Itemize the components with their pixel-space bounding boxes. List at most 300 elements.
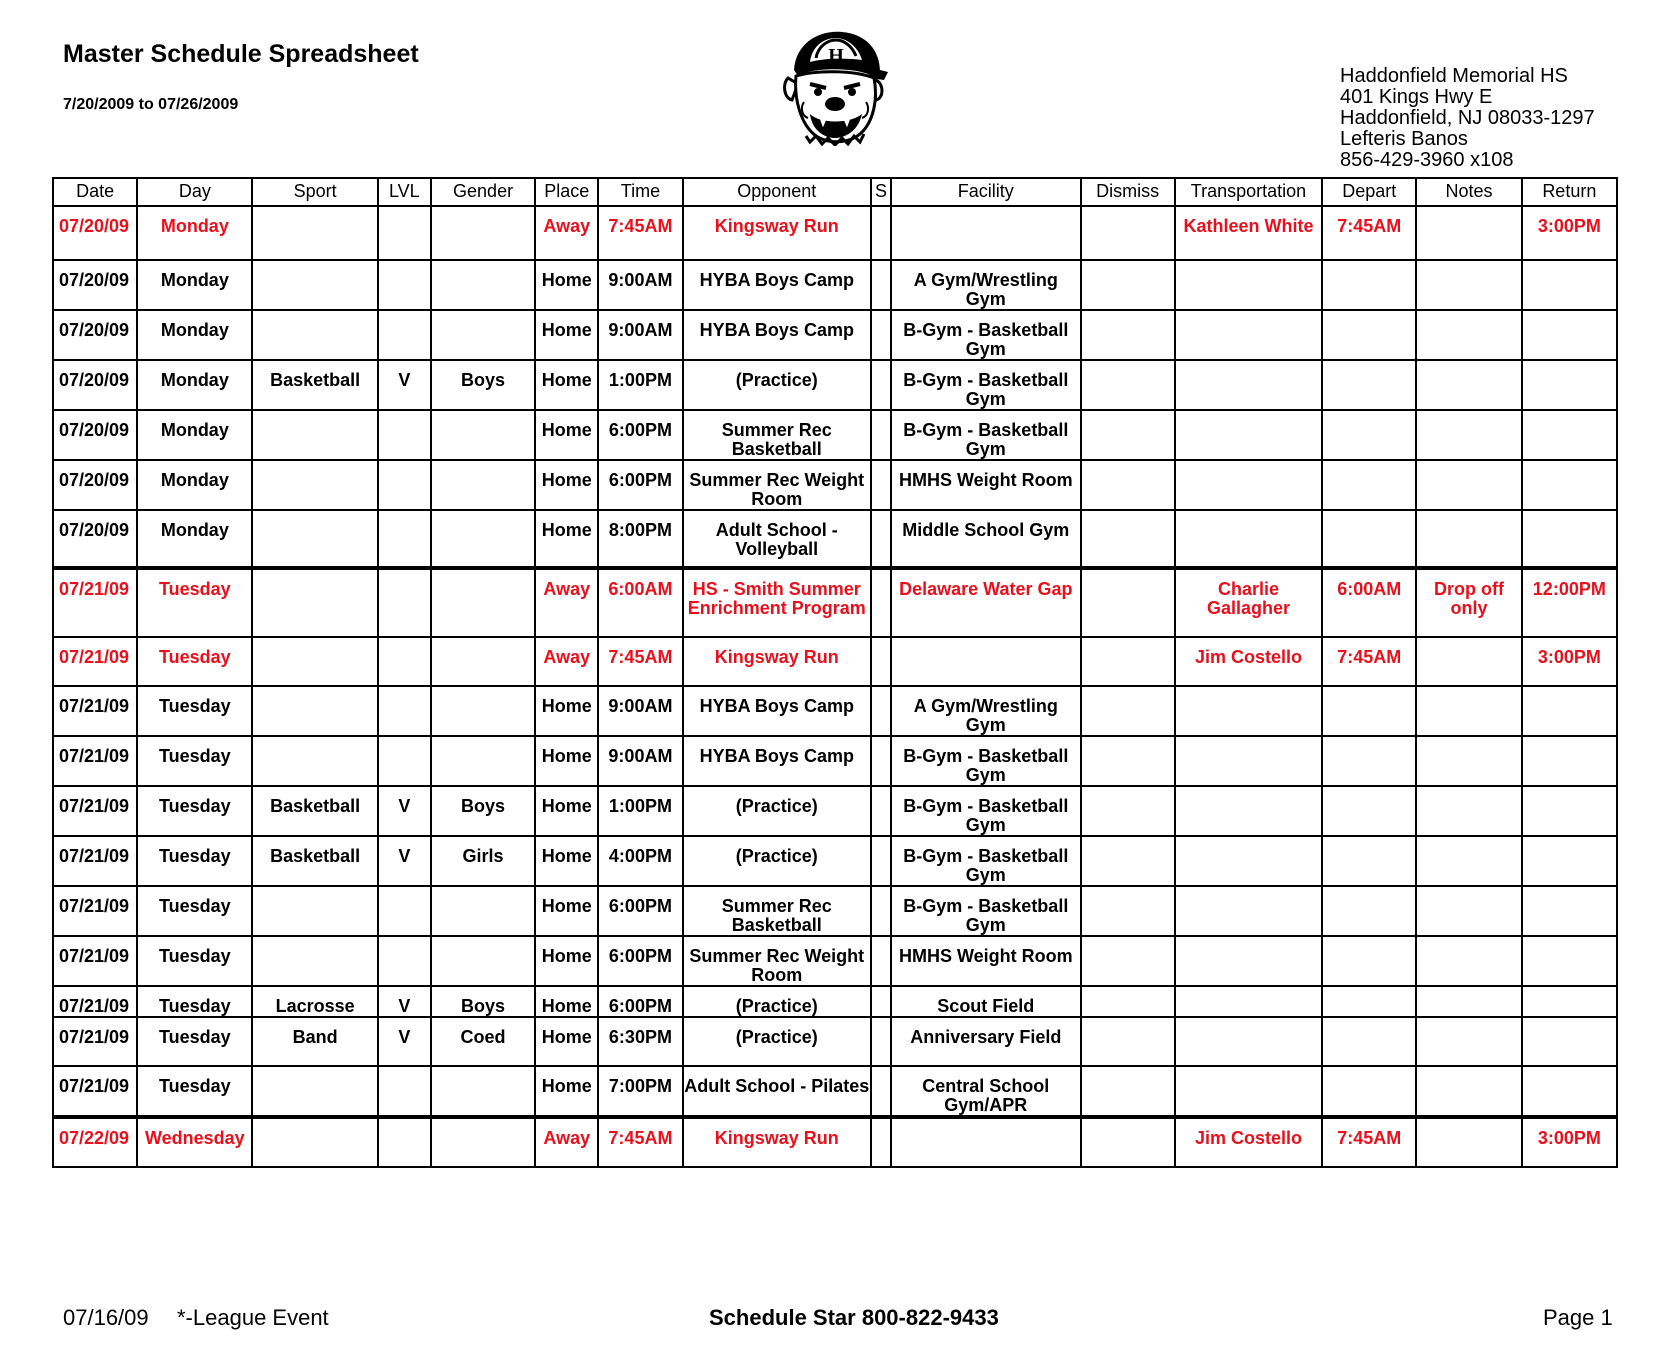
col-header-opponent: Opponent [683,178,871,206]
cell-transportation [1175,886,1322,936]
cell-s [871,637,891,686]
cell-facility [891,1117,1080,1167]
cell-lvl [378,410,431,460]
cell-opponent: HYBA Boys Camp [683,686,871,736]
cell-transportation [1175,260,1322,310]
cell-date: 07/22/09 [53,1117,137,1167]
cell-depart: 7:45AM [1322,1117,1416,1167]
cell-lvl [378,310,431,360]
cell-facility: B-Gym - Basketball Gym [891,310,1080,360]
cell-gender [431,310,535,360]
cell-sport [252,206,377,260]
cell-date: 07/21/09 [53,686,137,736]
cell-gender [431,410,535,460]
cell-dismiss [1081,936,1175,986]
cell-day: Tuesday [137,986,252,1017]
col-header-gender: Gender [431,178,535,206]
cell-facility [891,637,1080,686]
cell-place: Home [535,1017,598,1066]
cell-dismiss [1081,686,1175,736]
cell-opponent: HYBA Boys Camp [683,310,871,360]
cell-lvl [378,637,431,686]
cell-transportation [1175,1066,1322,1117]
cell-s [871,260,891,310]
cell-sport [252,460,377,510]
cell-date: 07/21/09 [53,568,137,637]
cell-notes [1416,310,1521,360]
cell-place: Home [535,410,598,460]
cell-time: 8:00PM [598,510,682,568]
cell-opponent: Adult School - Volleyball [683,510,871,568]
cell-depart [1322,410,1416,460]
cell-day: Tuesday [137,886,252,936]
table-row [53,886,1617,936]
league-event-note: *-League Event [177,1305,329,1330]
cell-facility: Middle School Gym [891,510,1080,568]
cell-return [1522,836,1617,886]
cell-date: 07/20/09 [53,410,137,460]
cell-s [871,736,891,786]
cell-day: Monday [137,206,252,260]
cell-facility: Central School Gym/APR [891,1066,1080,1117]
cell-s [871,310,891,360]
cell-time: 9:00AM [598,260,682,310]
cell-time: 6:00PM [598,460,682,510]
vendor-contact: Schedule Star 800-822-9433 [709,1305,999,1330]
cell-date: 07/21/09 [53,1017,137,1066]
cell-opponent: (Practice) [683,1017,871,1066]
cell-transportation [1175,786,1322,836]
cell-day: Monday [137,360,252,410]
cell-s [871,786,891,836]
cell-s [871,836,891,886]
col-header-day: Day [137,178,252,206]
table-row [53,410,1617,460]
table-row [53,1117,1617,1167]
col-header-dismiss: Dismiss [1081,178,1175,206]
cell-place: Home [535,736,598,786]
cell-facility: B-Gym - Basketball Gym [891,786,1080,836]
cell-dismiss [1081,510,1175,568]
cell-return [1522,1017,1617,1066]
cell-depart [1322,510,1416,568]
cell-place: Home [535,986,598,1017]
cell-sport: Basketball [252,360,377,410]
cell-gender [431,510,535,568]
cell-day: Tuesday [137,1066,252,1117]
cell-transportation: Jim Costello [1175,637,1322,686]
cell-notes [1416,1117,1521,1167]
cell-return [1522,786,1617,836]
cell-facility: A Gym/Wrestling Gym [891,260,1080,310]
cell-gender [431,460,535,510]
cell-gender: Girls [431,836,535,886]
cell-sport [252,637,377,686]
address-line: 401 Kings Hwy E [1340,86,1493,108]
cell-sport: Lacrosse [252,986,377,1017]
cell-place: Home [535,460,598,510]
cell-s [871,206,891,260]
cell-gender: Boys [431,786,535,836]
school-address [1340,66,1595,171]
svg-text:H: H [828,45,844,67]
cell-facility: B-Gym - Basketball Gym [891,886,1080,936]
cell-s [871,1017,891,1066]
cell-dismiss [1081,360,1175,410]
cell-day: Tuesday [137,568,252,637]
cell-transportation [1175,310,1322,360]
cell-depart [1322,836,1416,886]
cell-dismiss [1081,568,1175,637]
cell-lvl [378,736,431,786]
cell-gender [431,936,535,986]
cell-time: 9:00AM [598,736,682,786]
cell-day: Tuesday [137,936,252,986]
cell-notes [1416,786,1521,836]
cell-return: 12:00PM [1522,568,1617,637]
cell-depart [1322,686,1416,736]
cell-depart [1322,986,1416,1017]
cell-sport [252,410,377,460]
cell-return [1522,986,1617,1017]
cell-depart [1322,886,1416,936]
cell-s [871,568,891,637]
address-line: 856-429-3960 x108 [1340,149,1514,171]
cell-transportation [1175,736,1322,786]
cell-notes [1416,686,1521,736]
cell-return [1522,360,1617,410]
cell-sport [252,568,377,637]
cell-depart [1322,310,1416,360]
cell-facility: HMHS Weight Room [891,936,1080,986]
col-header-time: Time [598,178,682,206]
table-row [53,786,1617,836]
table-row [53,1066,1617,1117]
cell-lvl [378,686,431,736]
cell-place: Away [535,206,598,260]
cell-return [1522,260,1617,310]
cell-day: Monday [137,510,252,568]
cell-s [871,886,891,936]
cell-return [1522,510,1617,568]
cell-transportation: Charlie Gallagher [1175,568,1322,637]
cell-depart: 7:45AM [1322,206,1416,260]
cell-transportation [1175,1017,1322,1066]
cell-day: Monday [137,310,252,360]
col-header-lvl: LVL [378,178,431,206]
cell-time: 7:00PM [598,1066,682,1117]
cell-lvl: V [378,986,431,1017]
table-row [53,1017,1617,1066]
cell-day: Tuesday [137,686,252,736]
cell-dismiss [1081,1117,1175,1167]
cell-time: 9:00AM [598,310,682,360]
cell-return: 3:00PM [1522,1117,1617,1167]
address-line: Haddonfield, NJ 08033-1297 [1340,107,1595,129]
cell-date: 07/21/09 [53,986,137,1017]
cell-notes [1416,637,1521,686]
cell-place: Home [535,886,598,936]
cell-opponent: Kingsway Run [683,206,871,260]
cell-lvl [378,1117,431,1167]
table-row [53,460,1617,510]
cell-dismiss [1081,206,1175,260]
cell-sport: Band [252,1017,377,1066]
cell-sport [252,1066,377,1117]
cell-s [871,410,891,460]
cell-return [1522,1066,1617,1117]
cell-lvl [378,568,431,637]
cell-depart [1322,260,1416,310]
cell-return [1522,736,1617,786]
cell-gender [431,686,535,736]
cell-notes [1416,1017,1521,1066]
cell-gender: Coed [431,1017,535,1066]
cell-time: 1:00PM [598,786,682,836]
cell-depart [1322,786,1416,836]
cell-time: 6:00PM [598,936,682,986]
col-header-sport: Sport [252,178,377,206]
cell-day: Tuesday [137,736,252,786]
cell-opponent: Summer Rec Weight Room [683,460,871,510]
cell-time: 6:00PM [598,986,682,1017]
cell-sport [252,310,377,360]
cell-place: Home [535,1066,598,1117]
table-row [53,637,1617,686]
col-header-transportation: Transportation [1175,178,1322,206]
cell-sport: Basketball [252,836,377,886]
cell-sport [252,686,377,736]
cell-opponent: Summer Rec Basketball [683,886,871,936]
cell-transportation [1175,836,1322,886]
cell-dismiss [1081,410,1175,460]
address-line: Lefteris Banos [1340,128,1468,150]
col-header-depart: Depart [1322,178,1416,206]
cell-notes [1416,836,1521,886]
cell-date: 07/21/09 [53,736,137,786]
cell-place: Home [535,510,598,568]
cell-notes [1416,936,1521,986]
cell-transportation [1175,510,1322,568]
cell-place: Home [535,686,598,736]
cell-s [871,1066,891,1117]
cell-transportation: Kathleen White [1175,206,1322,260]
cell-return [1522,410,1617,460]
cell-lvl [378,260,431,310]
cell-notes [1416,460,1521,510]
cell-return [1522,886,1617,936]
cell-opponent: HS - Smith Summer Enrichment Program [683,568,871,637]
table-row [53,360,1617,410]
cell-day: Tuesday [137,637,252,686]
cell-s [871,986,891,1017]
print-date: 07/16/09 [63,1305,149,1330]
cell-transportation [1175,360,1322,410]
cell-notes [1416,736,1521,786]
cell-date: 07/20/09 [53,460,137,510]
cell-date: 07/21/09 [53,886,137,936]
cell-return: 3:00PM [1522,206,1617,260]
cell-facility: B-Gym - Basketball Gym [891,736,1080,786]
cell-opponent: (Practice) [683,986,871,1017]
cell-opponent: Kingsway Run [683,1117,871,1167]
col-header-s: S [871,178,891,206]
cell-return [1522,686,1617,736]
cell-transportation [1175,460,1322,510]
cell-time: 1:00PM [598,360,682,410]
cell-s [871,1117,891,1167]
cell-sport [252,736,377,786]
cell-notes [1416,510,1521,568]
cell-lvl [378,936,431,986]
cell-lvl [378,460,431,510]
cell-time: 7:45AM [598,1117,682,1167]
cell-depart [1322,736,1416,786]
cell-sport [252,1117,377,1167]
table-row [53,206,1617,260]
header-row [53,178,1617,206]
cell-facility: B-Gym - Basketball Gym [891,836,1080,886]
cell-date: 07/21/09 [53,786,137,836]
col-header-facility: Facility [891,178,1080,206]
cell-notes [1416,886,1521,936]
cell-dismiss [1081,886,1175,936]
cell-dismiss [1081,310,1175,360]
cell-date: 07/20/09 [53,310,137,360]
cell-dismiss [1081,260,1175,310]
date-range: 7/20/2009 to 07/26/2009 [63,96,239,113]
cell-gender: Boys [431,986,535,1017]
cell-sport [252,510,377,568]
table-row [53,510,1617,568]
cell-opponent: (Practice) [683,836,871,886]
cell-place: Home [535,836,598,886]
cell-day: Monday [137,460,252,510]
cell-notes [1416,986,1521,1017]
cell-s [871,686,891,736]
table-row [53,260,1617,310]
page-title: Master Schedule Spreadsheet [63,40,419,68]
col-header-return: Return [1522,178,1617,206]
cell-lvl [378,510,431,568]
table-row [53,836,1617,886]
table-row [53,568,1617,637]
cell-transportation: Jim Costello [1175,1117,1322,1167]
cell-date: 07/20/09 [53,510,137,568]
cell-depart: 6:00AM [1322,568,1416,637]
cell-facility: Anniversary Field [891,1017,1080,1066]
cell-place: Home [535,310,598,360]
cell-gender: Boys [431,360,535,410]
cell-day: Tuesday [137,786,252,836]
cell-facility: Scout Field [891,986,1080,1017]
cell-return: 3:00PM [1522,637,1617,686]
cell-opponent: Summer Rec Weight Room [683,936,871,986]
cell-opponent: Adult School - Pilates [683,1066,871,1117]
cell-lvl [378,206,431,260]
cell-gender [431,568,535,637]
cell-date: 07/20/09 [53,360,137,410]
cell-gender [431,736,535,786]
cell-dismiss [1081,986,1175,1017]
cell-facility: A Gym/Wrestling Gym [891,686,1080,736]
cell-opponent: (Practice) [683,360,871,410]
cell-date: 07/21/09 [53,936,137,986]
cell-time: 7:45AM [598,637,682,686]
cell-notes: Drop off only [1416,568,1521,637]
cell-s [871,460,891,510]
cell-opponent: Kingsway Run [683,637,871,686]
cell-gender [431,260,535,310]
cell-lvl [378,886,431,936]
cell-date: 07/21/09 [53,637,137,686]
cell-gender [431,637,535,686]
table-row [53,936,1617,986]
cell-facility: Delaware Water Gap [891,568,1080,637]
cell-facility: HMHS Weight Room [891,460,1080,510]
cell-facility: B-Gym - Basketball Gym [891,360,1080,410]
cell-day: Wednesday [137,1117,252,1167]
cell-day: Monday [137,410,252,460]
cell-place: Home [535,936,598,986]
cell-day: Tuesday [137,836,252,886]
cell-dismiss [1081,786,1175,836]
col-header-place: Place [535,178,598,206]
cell-place: Home [535,360,598,410]
cell-place: Home [535,786,598,836]
cell-sport [252,886,377,936]
cell-transportation [1175,986,1322,1017]
col-header-notes: Notes [1416,178,1521,206]
cell-dismiss [1081,637,1175,686]
cell-dismiss [1081,736,1175,786]
schedule-table [52,177,1618,1168]
cell-s [871,936,891,986]
cell-dismiss [1081,460,1175,510]
cell-lvl: V [378,836,431,886]
cell-date: 07/20/09 [53,206,137,260]
cell-depart [1322,360,1416,410]
cell-depart [1322,1066,1416,1117]
cell-opponent: Summer Rec Basketball [683,410,871,460]
cell-place: Away [535,637,598,686]
cell-lvl [378,1066,431,1117]
cell-time: 7:45AM [598,206,682,260]
cell-depart [1322,936,1416,986]
cell-notes [1416,410,1521,460]
cell-gender [431,886,535,936]
cell-depart [1322,460,1416,510]
page-number: Page 1 [1543,1305,1613,1330]
cell-lvl: V [378,786,431,836]
cell-date: 07/21/09 [53,836,137,886]
cell-facility [891,206,1080,260]
cell-opponent: HYBA Boys Camp [683,260,871,310]
cell-gender [431,206,535,260]
cell-time: 6:00PM [598,410,682,460]
cell-return [1522,936,1617,986]
cell-transportation [1175,936,1322,986]
address-line: Haddonfield Memorial HS [1340,65,1568,87]
cell-depart [1322,1017,1416,1066]
cell-sport: Basketball [252,786,377,836]
table-row [53,686,1617,736]
cell-day: Monday [137,260,252,310]
cell-lvl: V [378,1017,431,1066]
cell-time: 6:30PM [598,1017,682,1066]
cell-opponent: HYBA Boys Camp [683,736,871,786]
cell-notes [1416,206,1521,260]
